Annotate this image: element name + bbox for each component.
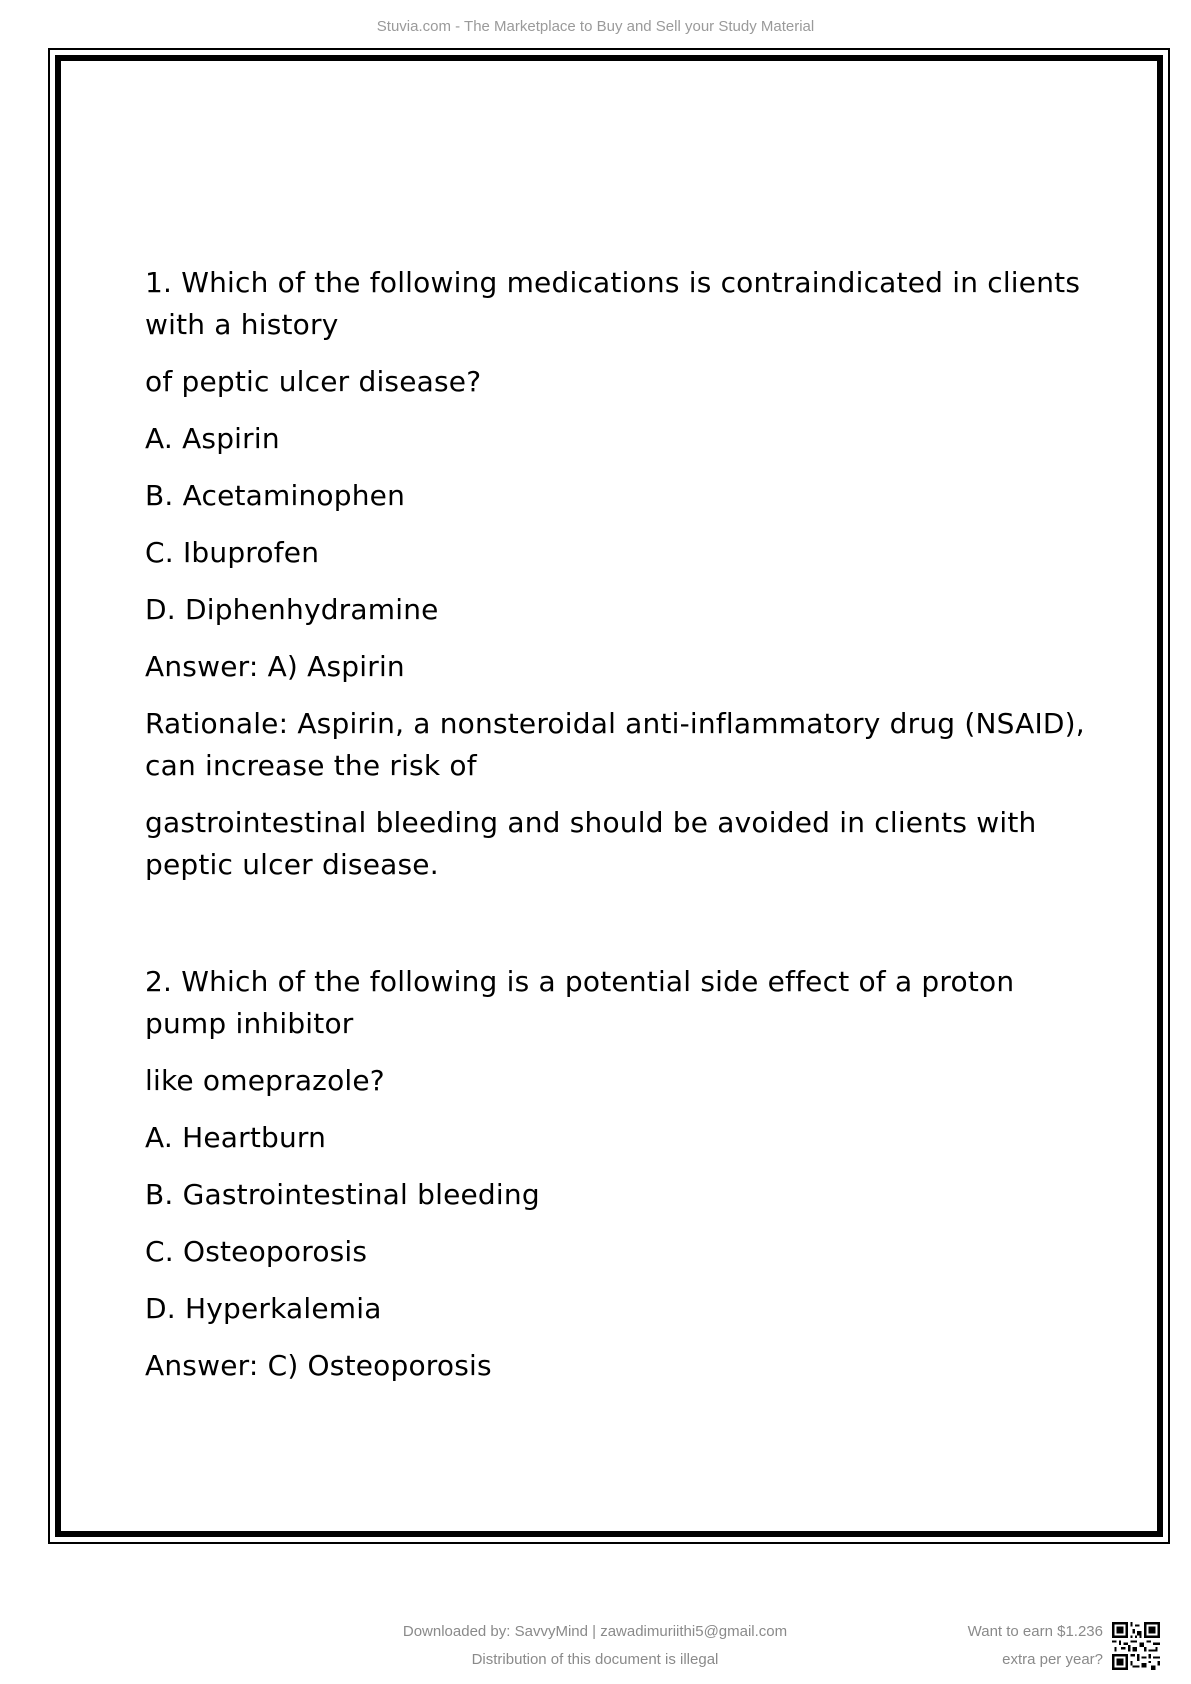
question-1-option-d: D. Diphenhydramine: [145, 593, 439, 626]
page-header-text: Stuvia.com - The Marketplace to Buy and Sell your Study Material: [376, 18, 815, 35]
question-2-stem-continued: like omeprazole?: [145, 1064, 385, 1097]
question-1-rationale: Rationale: Aspirin, a nonsteroidal anti-inflammatory drug (NSAID), can increase the risk of: [145, 707, 1085, 782]
question-1-option-b: B. Acetaminophen: [145, 479, 406, 512]
footer-distribution-notice: Distribution of this document is illegal: [471, 1651, 719, 1668]
question-1-answer: Answer: A) Aspirin: [145, 650, 405, 683]
question-2-answer: Answer: C) Osteoporosis: [145, 1349, 492, 1382]
footer-earn-link-continued[interactable]: extra per year?: [1002, 1651, 1103, 1668]
question-1-option-c: C. Ibuprofen: [145, 536, 320, 569]
question-2-option-a: A. Heartburn: [145, 1121, 327, 1154]
question-2-stem: 2. Which of the following is a potential side effect of a proton pump inhibitor: [145, 965, 1015, 1040]
qr-code-icon[interactable]: [1112, 1622, 1160, 1670]
question-1-stem-continued: of peptic ulcer disease?: [145, 365, 482, 398]
question-2: [145, 961, 1085, 1387]
footer-downloaded-by: Downloaded by: SavvyMind | zawadimuriithi5@gmail.com: [402, 1623, 788, 1640]
document-body: [145, 262, 1085, 1402]
question-2-option-b: B. Gastrointestinal bleeding: [145, 1178, 540, 1211]
question-2-option-c: C. Osteoporosis: [145, 1235, 368, 1268]
question-1: [145, 262, 1085, 886]
question-1-option-a: A. Aspirin: [145, 422, 280, 455]
question-1-rationale-continued: gastrointestinal bleeding and should be avoided in clients with peptic ulcer disease.: [145, 806, 1037, 881]
footer-earn-link[interactable]: Want to earn $1.236: [967, 1623, 1103, 1640]
question-spacer: [145, 901, 1085, 961]
question-2-option-d: D. Hyperkalemia: [145, 1292, 382, 1325]
question-1-stem: 1. Which of the following medications is contraindicated in clients with a history: [145, 266, 1081, 341]
